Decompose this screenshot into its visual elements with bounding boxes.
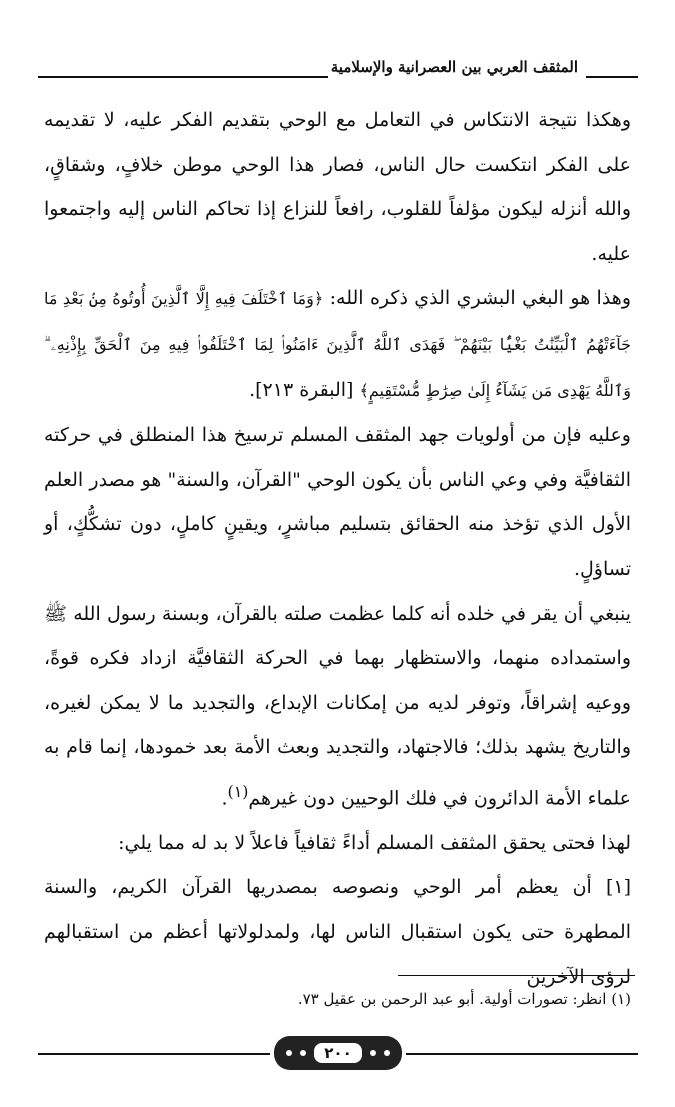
quran-verse: ﴿وَمَا ٱخْتَلَفَ فِيهِ إِلَّا ٱلَّذِينَ أُوتُوهُ مِنۢ بَعْدِ مَا جَآءَتْهُمُ ٱلْبَيِّنَٰتُ بَغْيًۢا بَيْنَهُمْ ۖ فَهَدَى ٱللَّهُ ٱلَّذِينَ ءَامَنُوا۟ لِمَا ٱخْتَلَفُوا۟ فِيهِ مِنَ ٱلْحَقِّ بِإِذْنِهِۦ ۗ وَٱللَّهُ يَهْدِى مَن يَشَآءُ إِلَىٰ صِرَٰطٍ مُّسْتَقِيمٍ﴾ [44,289,631,400]
footer-rule-right [406,1053,638,1055]
page-number-ornament [274,1036,402,1070]
paragraph-4: ينبغي أن يقر في خلده أنه كلما عظمت صلته بالقرآن، وبسنة رسول الله ﷺ واستمداده منهما، والاستظهار بهما في الحركة الثقافيَّة ازداد فكره قوةً، ووعيه إشراقاً، وتوفر لديه من إمكانات الإبداع، والتجديد ما لا يمكن لغيره، والتاريخ يشهد بذلك؛ فالاجتهاد، والتجديد وبعث الأمة بعد خمودها، إنما قام به علماء الأمة الدائرون في فلك الوحيين دون غيرهم$^{(١)}$. [44,602,631,810]
page-body [44,98,631,999]
book-title: المثقف العربي بين العصرانية والإسلامية [330,58,578,76]
page-number: ٢٠٠ [314,1043,361,1063]
paragraph-4-text: ينبغي أن يقر في خلده أنه كلما عظمت صلته بالقرآن، وبسنة رسول الله ﷺ واستمداده منهما، والاستظهار بهما في الحركة الثقافيَّة ازداد فكره قوةً، ووعيه إشراقاً، وتوفر لديه من إمكانات الإبداع، والتجديد ما لا يمكن لغيره، والتاريخ يشهد بذلك؛ فالاجتهاد، والتجديد وبعث الأمة بعد خمودها، إنما قام به علماء الأمة الدائرون في فلك الوحيين دون غيرهم [44,602,631,810]
verse-reference: [البقرة ٢١٣]. [249,378,354,401]
header-rule-left [38,76,328,78]
ornament-dot-icon [286,1050,292,1056]
paragraph-1: وهكذا نتيجة الانتكاس في التعامل مع الوحي بتقديم الفكر عليه، لا تقديمه على الفكر انتكست حال الناس، فصار هذا الوحي موطن خلافٍ، وشقاقٍ، والله أنزله ليكون مؤلفاً للقلوب، رافعاً للنزاع إذا تحاكم الناس إليه واجتمعوا عليه. [44,109,631,265]
paragraph-2-intro: وهذا هو البغي البشري الذي ذكره الله: [329,287,631,310]
paragraph-3: وعليه فإن من أولويات جهد المثقف المسلم ترسيخ هذا المنطلق في حركته الثقافيَّة وفي وعي الناس بأن يكون الوحي "القرآن، والسنة" هو مصدر العلم الأول الذي تؤخذ منه الحقائق بتسليم مباشرٍ، ويقينٍ كاملٍ، دون تشكُّكٍ، أو تساؤلٍ. [44,424,631,580]
ornament-dot-icon [384,1050,390,1056]
ornament-dot-icon [370,1050,376,1056]
running-header [38,58,638,84]
footnote: (١) انظر: تصورات أولية. أبو عبد الرحمن بن عقيل ٧٣. [297,990,631,1008]
header-rule-right [586,76,638,78]
footer-rule-left [38,1053,270,1055]
paragraph-6: [١] أن يعظم أمر الوحي ونصوصه بمصدريها القرآن الكريم، والسنة المطهرة حتى يكون استقبال الناس لها، ولمدلولاتها أعظم من استقبالهم لرؤى الآخرين [44,876,631,988]
paragraph-2 [44,276,631,413]
ornament-dot-icon [300,1050,306,1056]
footnote-marker[interactable]: (١) [227,781,249,801]
footnote-separator [398,975,635,976]
paragraph-5: لهذا فحتى يحقق المثقف المسلم أداءً ثقافياً فاعلاً لا بد له مما يلي: [118,831,631,854]
page-footer [38,1032,638,1072]
